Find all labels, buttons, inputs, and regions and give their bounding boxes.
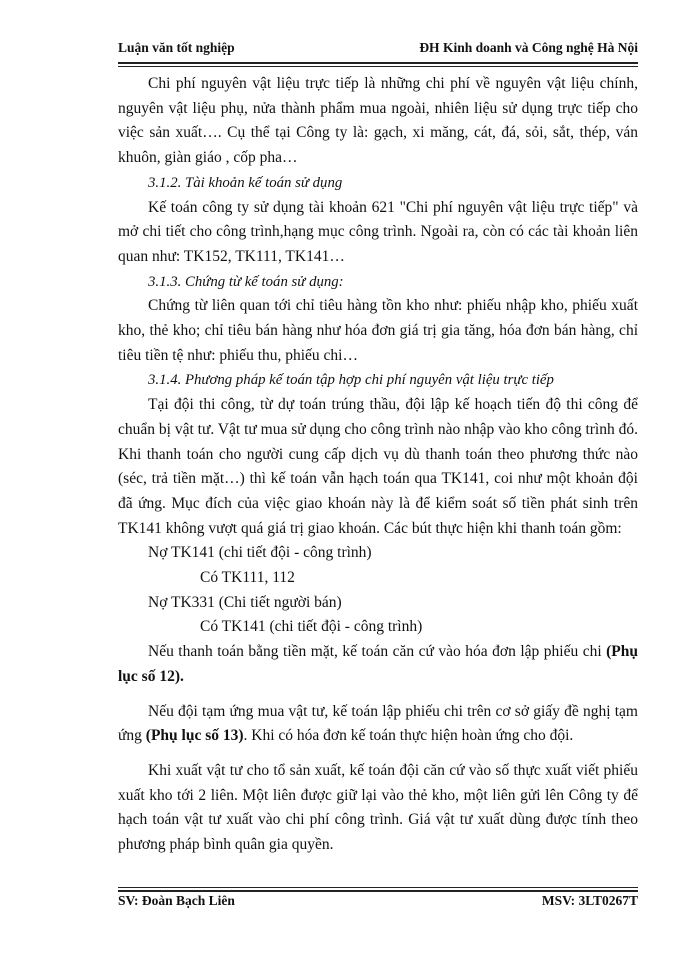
journal-entry-credit-141: Có TK141 (chi tiết đội - công trình) xyxy=(200,618,423,636)
heading-3-1-3: 3.1.3. Chứng từ kế toán sử dụng: xyxy=(148,273,344,290)
footer-rule-thick xyxy=(118,890,638,892)
journal-entry-credit-111: Có TK111, 112 xyxy=(200,569,295,587)
paragraph-gap xyxy=(118,749,638,759)
advance-text-end: . Khi có hóa đơn kế toán thực hiện hoàn ứng cho đội. xyxy=(243,727,574,745)
paragraph-method: Tại đội thi công, từ dự toán trúng thầu, đội lập kế hoạch tiến độ thi công để chuẩn bị vật tư. Vật tư mua sử dụng cho công trình nào nhập vào kho công trình đó. Khi thanh toán cho người cung cấp dịch vụ dù thanh toán theo phương thức nào (séc, trả tiền mặt…) thì kế toán vẫn hạch toán qua TK141, coi như một khoản đội đã ứng. Mục đích của việc giao khoán này là để kiểm soát số tiền phát sinh trên TK141 không vượt quá giá trị giao khoán. Các bút thực hiện khi thanh toán gồm: xyxy=(118,396,638,537)
paragraph-material-issue: Khi xuất vật tư cho tổ sản xuất, kế toán đội căn cứ vào số thực xuất viết phiếu xuất kho tới 2 liên. Một liên được giữ lại vào thẻ kho, một liên gửi lên Công ty để hạch toán vật tư xuất vào chi phí công trình. Giá vật tư xuất dùng được tính theo phương pháp bình quân gia quyền. xyxy=(118,761,638,854)
journal-entry-debit-331: Nợ TK331 (Chi tiết người bán) xyxy=(148,593,342,611)
journal-entry-debit-141: Nợ TK141 (chi tiết đội - công trình) xyxy=(148,544,372,562)
page-footer xyxy=(118,893,638,915)
document-body xyxy=(118,72,638,858)
paragraph-documents-used: Chứng từ liên quan tới chỉ tiêu hàng tồn kho như: phiếu nhập kho, phiếu xuất kho, thẻ kho; chỉ tiêu bán hàng như hóa đơn giá trị gia tăng, hóa đơn bán hàng, chỉ tiêu tiền tệ như: phiếu thu, phiếu chi… xyxy=(118,297,638,364)
header-thesis-label: Luận văn tốt nghiệp xyxy=(118,40,235,55)
paragraph-direct-material-definition: Chi phí nguyên vật liệu trực tiếp là những chi phí về nguyên vật liệu chính, nguyên vật liệu phụ, nửa thành phẩm mua ngoài, nhiên liệu sử dụng trực tiếp cho việc sản xuất…. Cụ thể tại Công ty là: gạch, xi măng, cát, đá, sỏi, sắt, thép, ván khuôn, giàn giáo , cốp pha… xyxy=(118,75,638,167)
paragraph-advance xyxy=(118,700,638,749)
footer-student-id: MSV: 3LT0267T xyxy=(541,893,638,908)
advance-text: Nếu đội tạm ứng mua vật tư, kế toán lập phiếu chi trên cơ sở giấy đề nghị tạm ứng xyxy=(118,702,638,745)
appendix-13-ref: (Phụ lục số 13) xyxy=(145,727,244,745)
header-university: ĐH Kinh doanh và Công nghệ Hà Nội xyxy=(419,40,638,55)
header-rule-thin xyxy=(118,66,638,67)
paragraph-accounts-used: Kế toán công ty sử dụng tài khoản 621 "Chi phí nguyên vật liệu trực tiếp" và mở chi tiết cho công trình,hạng mục công trình. Ngoài ra, còn có các tài khoản liên quan như: TK152, TK111, TK141… xyxy=(118,198,638,265)
header-rule-thick xyxy=(118,62,638,64)
footer-rule-thin xyxy=(118,887,638,888)
paragraph-gap xyxy=(118,690,638,700)
paragraph-cash-payment xyxy=(118,640,638,689)
footer-student-name: SV: Đoàn Bạch Liên xyxy=(118,893,235,908)
heading-3-1-4: 3.1.4. Phương pháp kế toán tập hợp chi phí nguyên vật liệu trực tiếp xyxy=(148,372,554,389)
cash-payment-text: Nếu thanh toán bằng tiền mặt, kế toán căn cứ vào hóa đơn lập phiếu chi xyxy=(148,643,607,661)
page-header xyxy=(118,40,638,62)
appendix-12-ref: (Phụ lục số 12). xyxy=(118,643,638,685)
heading-3-1-2: 3.1.2. Tài khoản kế toán sử dụng xyxy=(148,174,343,191)
